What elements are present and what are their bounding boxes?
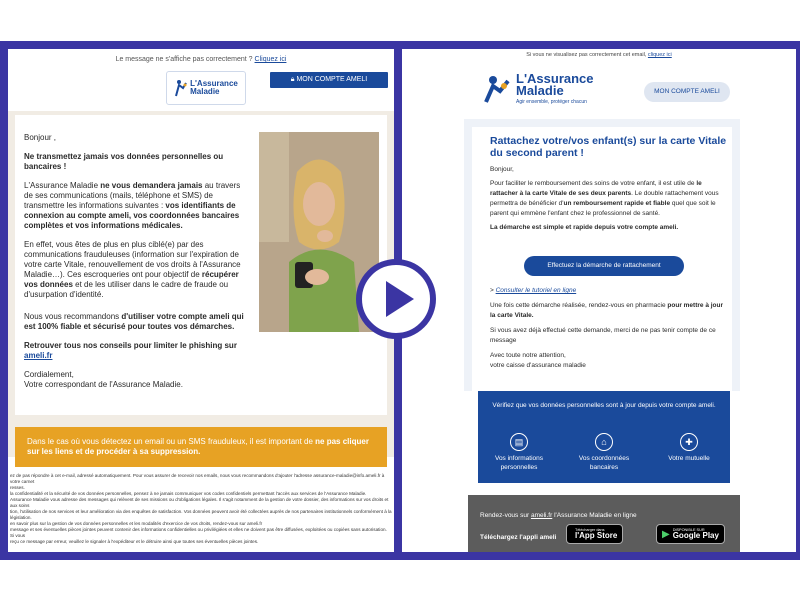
paragraph-simple: La démarche est simple et rapide depuis votre compte ameli. [490, 224, 679, 231]
page-title: Rattachez votre/vos enfant(s) sur la carte Vitale du second parent ! [490, 135, 727, 159]
play-button[interactable] [356, 259, 436, 339]
display-issue-bar-right: Si vous ne visualisez pas correctement cet email, cliquez ici [526, 52, 672, 58]
email-body-text [24, 133, 248, 399]
signoff: Cordialement, Votre correspondant de l'Assurance Maladie. [24, 370, 183, 389]
assurance-maladie-logo-right: L'Assurance Maladie Agir ensemble, protéger chacun [482, 73, 594, 105]
account-update-panel: Vérifiez que vos données personnelles sont à jour depuis votre compte ameli. ▤ Vos informations personnelles ⌂ Vos coordonnées bancaires ✚ Votre mutuelle [478, 391, 730, 483]
family-logo-icon [482, 74, 512, 104]
medical-cross-icon: ✚ [680, 433, 698, 451]
bank-icon: ⌂ [595, 433, 613, 451]
my-ameli-account-button[interactable]: 🔒︎ MON COMPTE AMELI [270, 72, 388, 88]
paragraph-pharmacy: Une fois cette démarche réalisée, rendez-vous en pharmacie pour mettre à jour la carte Vitale. [490, 302, 724, 319]
greeting: Bonjour , [24, 133, 57, 142]
email-body-text-right-2: > Consulter le tutoriel en ligne Une fois cette démarche réalisée, rendez-vous en pharmacie pour mettre à jour la carte Vitale. Si vous avez déjà effectué cette demande, merci de ne pas tenir compte de ce message Avec toute notre attention, votre caisse d'assurance maladie [490, 286, 726, 376]
assurance-maladie-logo: L'Assurance Maladie [166, 71, 246, 105]
paragraph-attach: Pour faciliter le remboursement des soins de votre enfant, il est utile de le rattacher à la carte Vitale de ses deux parents. Le double rattachement vous permettra de bénéficier d'un remboursement rapide et fiable quel que soit le parent qui emmène l'enfant chez le professionnel de santé. [490, 180, 719, 217]
lock-icon: 🔒︎ [290, 76, 297, 83]
email-header [8, 71, 394, 111]
tutorial-link[interactable]: Consulter le tutoriel en ligne [495, 287, 577, 294]
display-issue-bar: Le message ne s'affiche pas correctement ? Cliquez ici [115, 56, 287, 63]
click-here-link[interactable]: Cliquez ici [254, 56, 287, 63]
attachment-cta-button[interactable]: Effectuez la démarche de rattachement [524, 256, 684, 276]
paragraph-already-done: Si vous avez déjà effectué cette demande, merci de ne pas tenir compte de ce message [490, 327, 716, 344]
fraud-alert-banner: Dans le cas où vous détectez un email ou un SMS frauduleux, il est important de ne pas cliquer sur les liens et de procéder à sa suppression. [15, 427, 387, 467]
paragraph-fraud: En effet, vous êtes de plus en plus ciblé(e) par des communications frauduleuses (information sur l'expiration de votre carte Vitale, renouvellement de vos droits à l'Assurance Maladie…). Ces escroqueries ont pour objectif de récupérer vos données et de les utiliser dans le cadre de fraude ou d'usurpation d'identité. [24, 240, 241, 299]
app-download-footer: Rendez-vous sur ameli.fr l'Assurance Maladie en ligne Téléchargez l'appli ameli Télécharger dans l'App Store ▶ DISPONIBLE SUR Google Play [468, 495, 740, 552]
email-left-phishing-warning [8, 49, 394, 552]
bank-details-item[interactable]: ⌂ Vos coordonnées bancaires [569, 433, 639, 472]
document-icon: ▤ [510, 433, 528, 451]
play-triangle-icon [386, 281, 414, 317]
email-header-right [464, 63, 740, 119]
family-logo-icon [174, 79, 188, 97]
signoff-right: Avec toute notre attention, votre caisse d'assurance maladie [490, 352, 586, 369]
paragraph-never-ask: L'Assurance Maladie ne vous demandera jamais au travers de ses communications (mails, téléphone et SMS) de transmettre les informations suivantes : vos identifiants de connexion au compte ameli, vos coordonnées bancaires complètes et vos informations médicales. [24, 181, 241, 230]
warning-heading: Ne transmettez jamais vos données personnelles ou bancaires ! [24, 152, 224, 171]
personal-info-item[interactable]: ▤ Vos informations personnelles [484, 433, 554, 472]
click-here-link-right[interactable]: cliquez ici [647, 52, 672, 58]
play-store-icon: ▶ [662, 528, 670, 540]
my-ameli-account-button-right[interactable]: MON COMPTE AMELI [644, 82, 730, 102]
google-play-button[interactable]: ▶ DISPONIBLE SUR Google Play [656, 524, 725, 544]
legal-footer: ez de pas répondre à cet e-mail, adressé automatiquement. Pour vous assurer de recevoir nos emails, nous vous recommandons d'ajouter l'adresse assurance-maladie@info.ameli.fr à votre carnet resses. la confidentialité et la sécurité de vos données personnelles, pensez à ne jamais communiquer vos codes confidentiels permettant l'accès aux services de l'Assurance Maladie. Assurance Maladie vous adresse des messages qui relèvent de ses missions ou d'obligations légales. Il s'agit notamment de la gestion de votre dossier, des informations sur vos droits et aux soins tion, l'utilisation de nos services et leur amélioration via des enquêtes de satisfaction. Vos données peuvent avoir été collectées auprès de nos partenaires institutionnels conformément à la législation. en savoir plus sur la gestion de vos données personnelles et les modalités d'exercice de vos droits, rendez-vous sur ameli.fr message et ses éventuelles pièces jointes peuvent contenir des informations confidentielles ou privilégiées et elles ne doivent pas être diffusées, exploitées ou copiées sans autorisation. Si vous reçu ce message par erreur, veuillez le signaler à l'expéditeur et le détruire ainsi que toutes ses éventuelles pièces jointes. [10, 473, 392, 544]
app-store-button[interactable]: Télécharger dans l'App Store [566, 524, 623, 544]
paragraph-recommend: Nous vous recommandons d'utiliser votre compte ameli qui est 100% fiable et sécurisé pour toutes vos démarches. [24, 312, 244, 331]
tips-line: Retrouver tous nos conseils pour limiter le phishing sur ameli.fr [24, 341, 237, 360]
ameli-link-footer[interactable]: ameli.fr [530, 512, 553, 519]
email-body-text-right: Bonjour, Pour faciliter le remboursement des soins de votre enfant, il est utile de le rattacher à la carte Vitale de ses deux parents. Le double rattachement vous permettra de bénéficier d'un remboursement rapide et fiable quel que soit le parent qui emmène l'enfant chez le professionnel de santé. La démarche est simple et rapide depuis votre compte ameli. [490, 165, 726, 237]
mutual-insurance-item[interactable]: ✚ Votre mutuelle [654, 433, 724, 463]
ameli-link[interactable]: ameli.fr [24, 351, 53, 360]
